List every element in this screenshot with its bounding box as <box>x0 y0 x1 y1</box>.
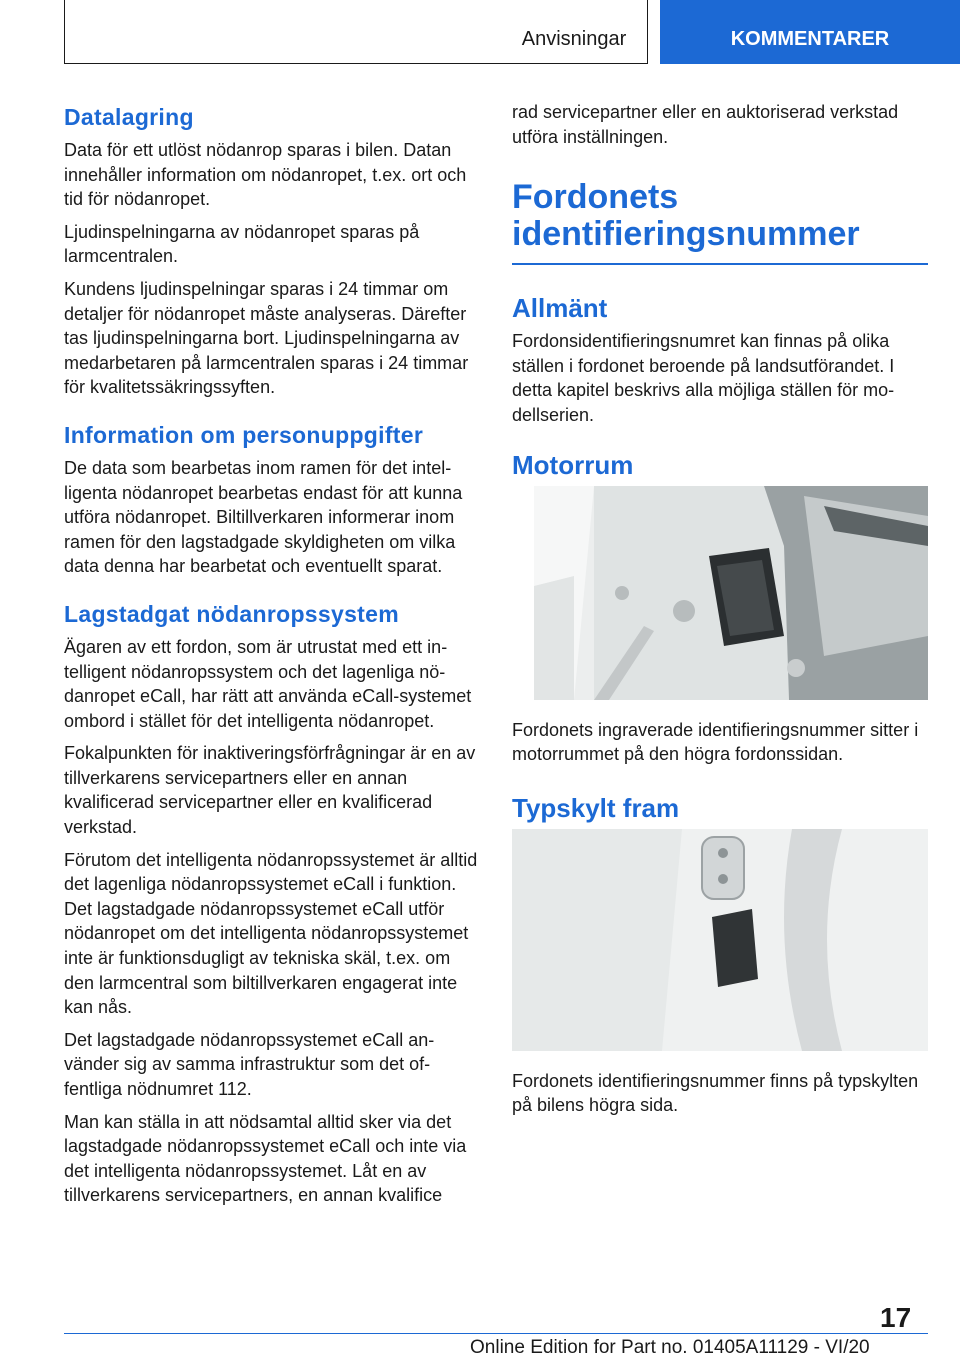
heading-typskylt: Typskylt fram <box>512 792 680 823</box>
paragraph: Fordonsidentifieringsnumret kan finnas på olika ställen i fordonet beroende på landsutförandet. I detta kapitel beskrivs alla möjliga ställen för modellserien. <box>512 331 895 425</box>
heading-fordonets-identifieringsnummer: Fordonets identifieringsnummer <box>512 179 928 265</box>
caption-motorrum: Fordonets ingraverade identifieringsnummer sitter i motorrummet på den högra fordonssidan. <box>512 719 919 765</box>
engine-bay-photo <box>534 486 928 700</box>
heading-datalagring: Datalagring <box>64 104 194 130</box>
caption-typskylt: Fordonets identifieringsnummer finns på typskylten på bilens högra sida. <box>512 1070 919 1116</box>
paragraph: Fokalpunkten för inaktiveringsförfrågningar är en av tillverkarens servicepartners eller en annan kvalificerad servicepartner eller en kvalificerad verkstad. <box>64 743 476 838</box>
heading-allmant: Allmänt <box>512 293 608 324</box>
type-plate-photo <box>512 829 928 1051</box>
paragraph: Kundens ljudinspelningar sparas i 24 timmar om detaljer för nödanropet måste analyseras. Därefter tas ljudinspelningarna bort. Ljudinspelningarna av medarbetaren på larmcentralen sparas i 24 timmar för kvalitetssäkringssyften. <box>64 278 469 398</box>
paragraph: rad servicepartner eller en auktoriserad verkstad utföra inställningen. <box>512 102 899 147</box>
paragraph: De data som bearbetas inom ramen för det intelligenta nödanropet bearbetas endast för att kunna utföra nödanropet. Biltillverkaren informerar inom ramen för den lagstadgade skyldigheten om vilka data denna har bearbetat och eventuellt sparat. <box>64 457 463 577</box>
right-column <box>512 100 928 1126</box>
paragraph: Ägaren av ett fordon, som är utrustat med ett intelligent nödanropssystem och det lagenliga nödanropet eCall, har rätt att använda eCall-systemet ombord i stället för det intelligenta nödanropet. <box>64 636 472 731</box>
paragraph: Ljudinspelningarna av nödanropet sparas på larmcentralen. <box>64 221 420 267</box>
paragraph: Förutom det intelligenta nödanropssystemet är alltid det lagenliga nödanropssystemet eCall i funktion. Det lagstadgade nödanropssystemet eCall utför nödanropet om det intelligenta nödanropssystemet inte är funktionsdugligt av tekniska skäl, t.ex. om den larmcentral som biltillverkaren engagerat inte kan nås. <box>64 849 478 1018</box>
tab-anvisningar[interactable]: Anvisningar <box>521 28 627 50</box>
heading-personuppgifter: Information om personuppgifter <box>64 421 424 448</box>
tab-kommentarer[interactable]: KOMMENTARER <box>660 0 960 64</box>
heading-lagstadgat: Lagstadgat nödanropssystem <box>64 600 399 627</box>
paragraph: Data för ett utlöst nödanrop sparas i bilen. Datan innehåller information om nödanropet, t.ex. ort och tid för nödanropet. <box>64 140 467 210</box>
page-number: 17 <box>880 1302 912 1333</box>
footer-divider <box>64 1333 928 1334</box>
edition-text: Online Edition for Part no. 01405A11129 - VI/20 <box>470 1337 870 1358</box>
heading-motorrum: Motorrum <box>512 449 634 480</box>
paragraph: Man kan ställa in att nödsamtal alltid sker via det lagstadgade nödanropssystemet eCall och inte via det intelligenta nödanropssystemet. Låt en av tillverkarens servicepartners, en annan kvalifice <box>64 1111 467 1206</box>
left-column <box>64 100 478 1216</box>
paragraph: Det lagstadgade nödanropssystemet eCall använder sig av samma infrastruktur som det offentliga nödnumret 112. <box>64 1029 435 1099</box>
